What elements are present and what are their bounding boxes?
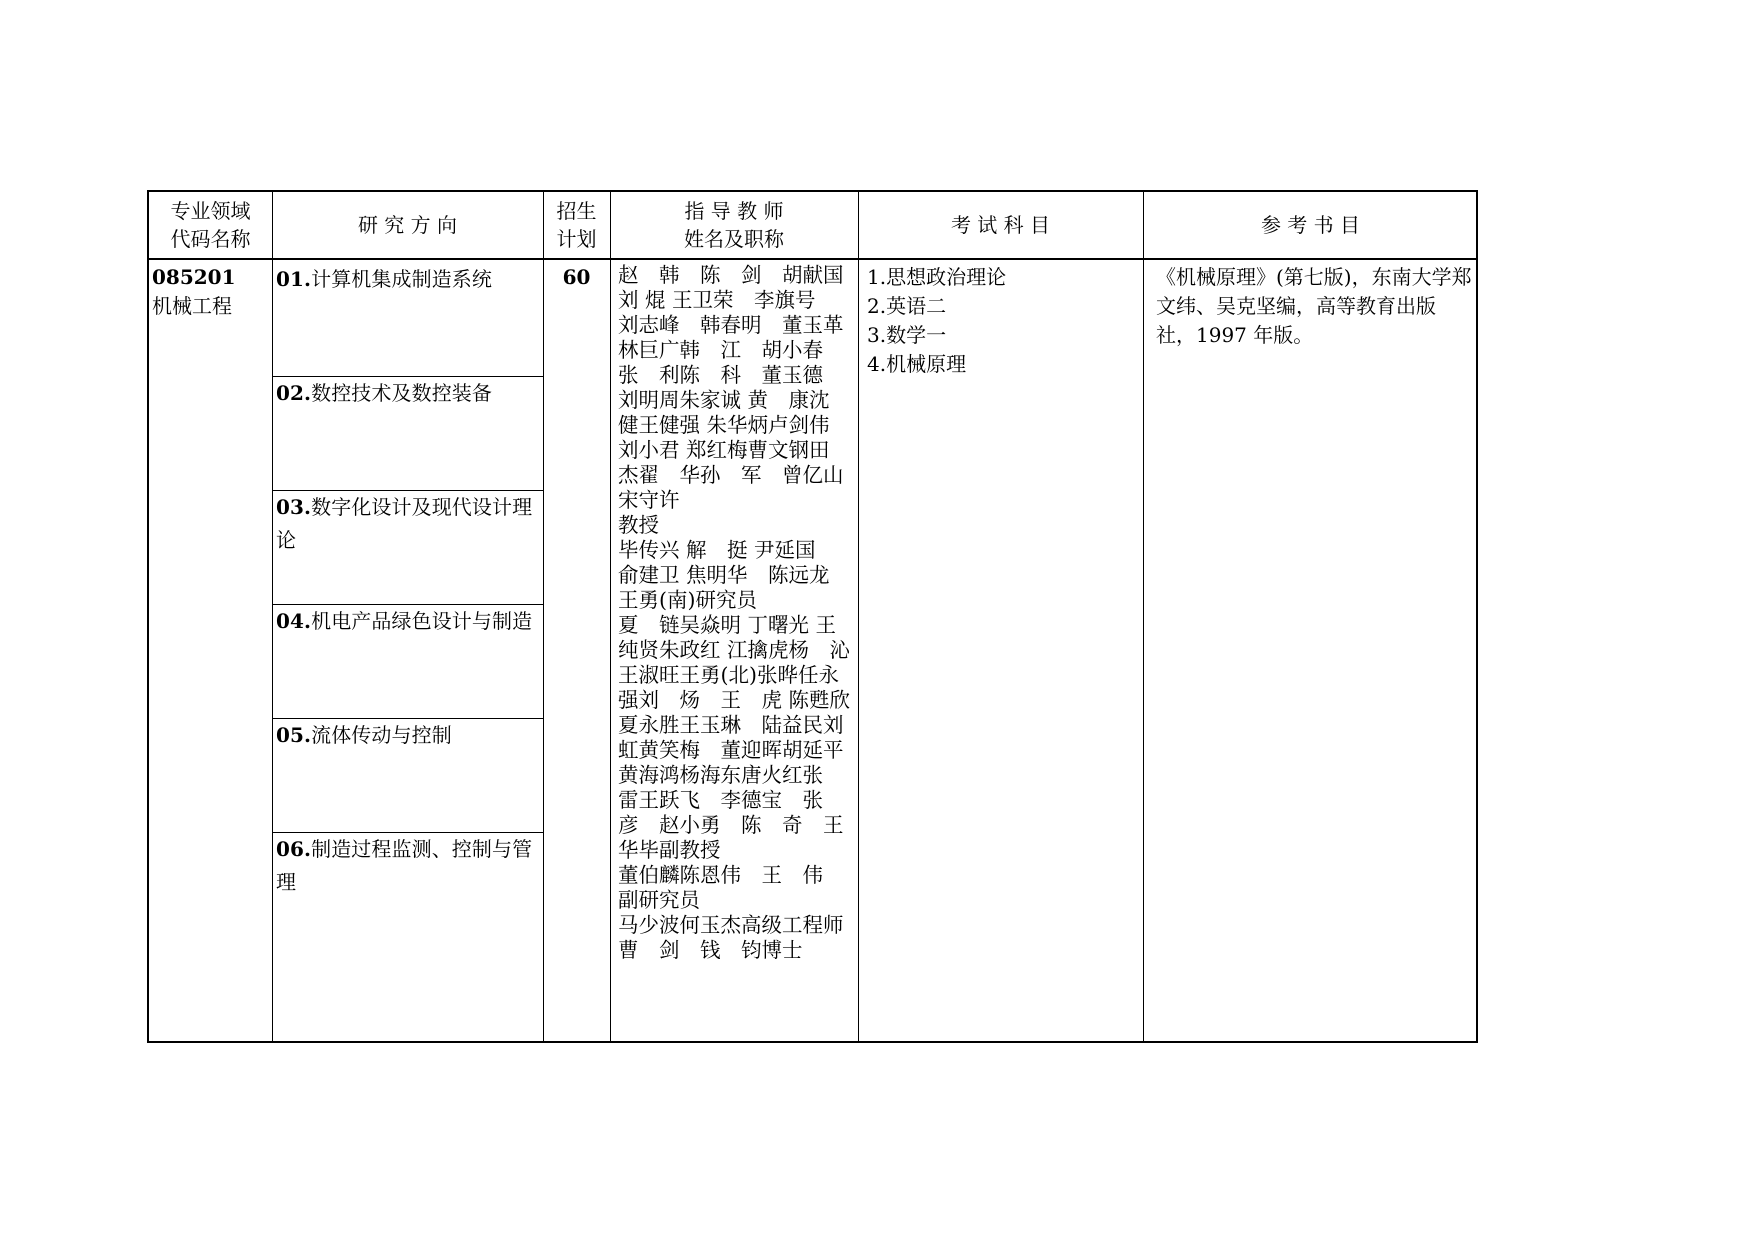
teacher-line: 刘明周朱家诚 黄 康沈 [618, 388, 830, 412]
teacher-line: 夏永胜王玉琳 陆益民刘 [618, 713, 844, 737]
header-field [149, 192, 272, 257]
teacher-line: 虹黄笑梅 董迎晖胡延平 [618, 738, 844, 762]
teacher-line: 杰翟 华孙 军 曾亿山 [618, 463, 844, 487]
header-direction [272, 192, 543, 257]
teacher-line: 王勇(南)研究员 [618, 588, 757, 612]
exam-subject: 1.思想政治理论 [867, 265, 1007, 289]
header-field-line2: 代码名称 [170, 226, 251, 251]
exam-list [867, 263, 1147, 379]
direction-item: 02.数控技术及数控装备 [276, 381, 493, 405]
enrollment-count: 60 [562, 265, 591, 289]
teacher-line: 刘志峰 韩春明 董玉革 [618, 313, 844, 337]
direction-item: 04.机电产品绿色设计与制造 [276, 609, 533, 633]
teacher-line: 副研究员 [618, 888, 700, 912]
header-divider [149, 258, 1476, 260]
header-teacher-line2: 姓名及职称 [684, 226, 784, 251]
header-enrollment-line2: 计划 [556, 226, 597, 251]
teacher-line: 雷王跃飞 李德宝 张 [618, 788, 823, 812]
field-cell [152, 263, 270, 321]
teacher-line: 黄海鸿杨海东唐火红张 [618, 763, 823, 787]
direction-item: 06.制造过程监测、控制与管理 [276, 837, 533, 894]
column-divider [272, 192, 273, 1041]
teacher-line: 林巨广韩 江 胡小春 [618, 338, 823, 362]
teacher-line: 毕传兴 解 挺 尹延国 [618, 538, 816, 562]
teacher-line: 宋守许 [618, 488, 680, 512]
teacher-line: 张 利陈 科 董玉德 [618, 363, 823, 387]
reference-books: 《机械原理》(第七版)，东南大学郑文纬、吴克坚编，高等教育出版社，1997 年版。 [1156, 265, 1472, 347]
field-code: 085201 [152, 265, 236, 289]
header-books-label: 参 考 书 目 [1260, 212, 1361, 237]
header-direction-label: 研 究 方 向 [357, 212, 458, 237]
column-divider [610, 192, 611, 1041]
column-divider [543, 192, 544, 1041]
header-teacher-line1: 指 导 教 师 [684, 198, 784, 223]
exam-subject: 4.机械原理 [867, 352, 967, 376]
header-teacher [610, 192, 858, 257]
exam-subject: 3.数学一 [867, 323, 947, 347]
teacher-line: 曹 剑 钱 钧博士 [618, 938, 803, 962]
teacher-list [618, 263, 868, 963]
header-exam [858, 192, 1143, 257]
teacher-line: 俞建卫 焦明华 陈远龙 [618, 563, 830, 587]
exam-subject: 2.英语二 [867, 294, 947, 318]
direction-item: 01.计算机集成制造系统 [276, 267, 493, 291]
teacher-line: 健王健强 朱华炳卢剑伟 [618, 413, 830, 437]
direction-item: 05.流体传动与控制 [276, 723, 452, 747]
enrollment-table [147, 190, 1478, 1043]
teacher-line: 王淑旺王勇(北)张晔任永 [618, 663, 839, 687]
teacher-line: 纯贤朱政红 江擒虎杨 沁 [618, 638, 851, 662]
teacher-line: 强刘 炀 王 虎 陈甦欣 [618, 688, 851, 712]
field-name: 机械工程 [152, 294, 232, 318]
teacher-line: 马少波何玉杰高级工程师 [618, 913, 844, 937]
header-exam-label: 考 试 科 目 [950, 212, 1051, 237]
teacher-line: 赵 韩 陈 剑 胡献国 [618, 263, 844, 287]
teacher-line: 董伯麟陈恩伟 王 伟 [618, 863, 823, 887]
teacher-line: 彦 赵小勇 陈 奇 王 [618, 813, 844, 837]
teacher-line: 刘小君 郑红梅曹文钢田 [618, 438, 830, 462]
header-books [1143, 192, 1478, 257]
teacher-line: 夏 链吴焱明 丁曙光 王 [618, 613, 837, 637]
teacher-line: 刘 焜 王卫荣 李旗号 [618, 288, 816, 312]
header-field-line1: 专业领域 [170, 198, 251, 223]
teacher-line: 华毕副教授 [618, 838, 721, 862]
direction-item: 03.数字化设计及现代设计理论 [276, 495, 533, 552]
header-enrollment-line1: 招生 [556, 198, 597, 223]
teacher-line: 教授 [618, 513, 659, 537]
header-enrollment [543, 192, 610, 257]
